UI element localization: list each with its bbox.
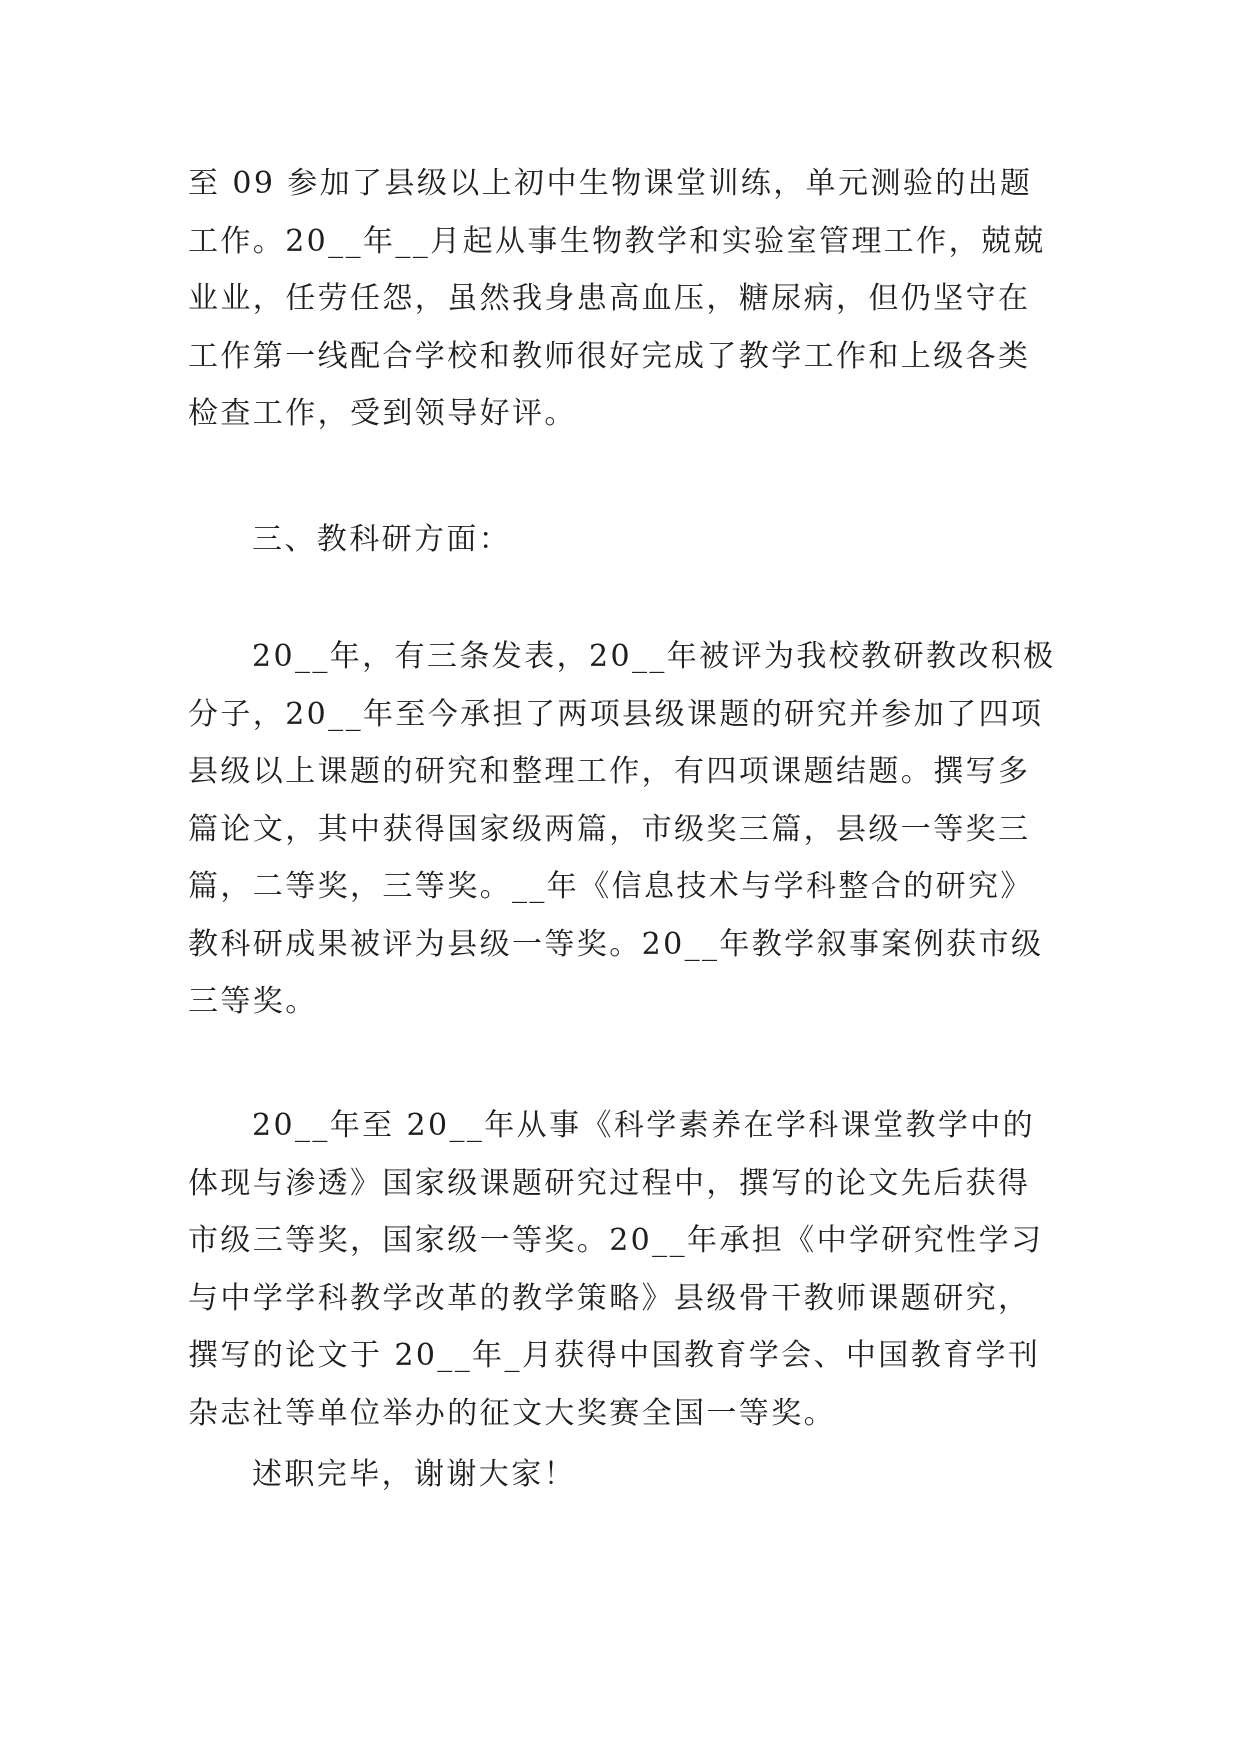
paragraph-closing: 述职完毕，谢谢大家！ xyxy=(252,1457,576,1492)
paragraph-national-project: 20__年至 20__年从事《科学素养在学科课堂教学中的体现与渗透》国家级课题研究过程中，撰写的论文先后获得市级三等奖，国家级一等奖。20__年承担《中学研究性学习与中学学科教学改革的教学策略》县级骨干教师课题研究，撰写的论文于 20__年_月获得中国教育学会、中国教育学刊杂志社等单位举办的征文大奖赛全国一等奖。 xyxy=(188,1108,1044,1431)
paragraph-work-experience: 至 09 参加了县级以上初中生物课堂训练，单元测验的出题工作。20__年__月起从事生物教学和实验室管理工作，兢兢业业，任劳任怨，虽然我身患高血压，糖尿病，但仍坚守在工作第一线配合学校和教师很好完成了教学工作和上级各类检查工作，受到领导好评。 xyxy=(188,166,1046,431)
paragraph-research-achievements: 20__年，有三条发表，20__年被评为我校教研教改积极分子，20__年至今承担了两项县级课题的研究并参加了四项县级以上课题的研究和整理工作，有四项课题结题。撰写多篇论文，其中获得国家级两篇，市级奖三篇，县级一等奖三篇，二等奖，三等奖。__年《信息技术与学科整合的研究》教科研成果被评为县级一等奖。20__年教学叙事案例获市级三等奖。 xyxy=(188,639,1056,1019)
section-heading-research: 三、教科研方面： xyxy=(252,522,512,557)
